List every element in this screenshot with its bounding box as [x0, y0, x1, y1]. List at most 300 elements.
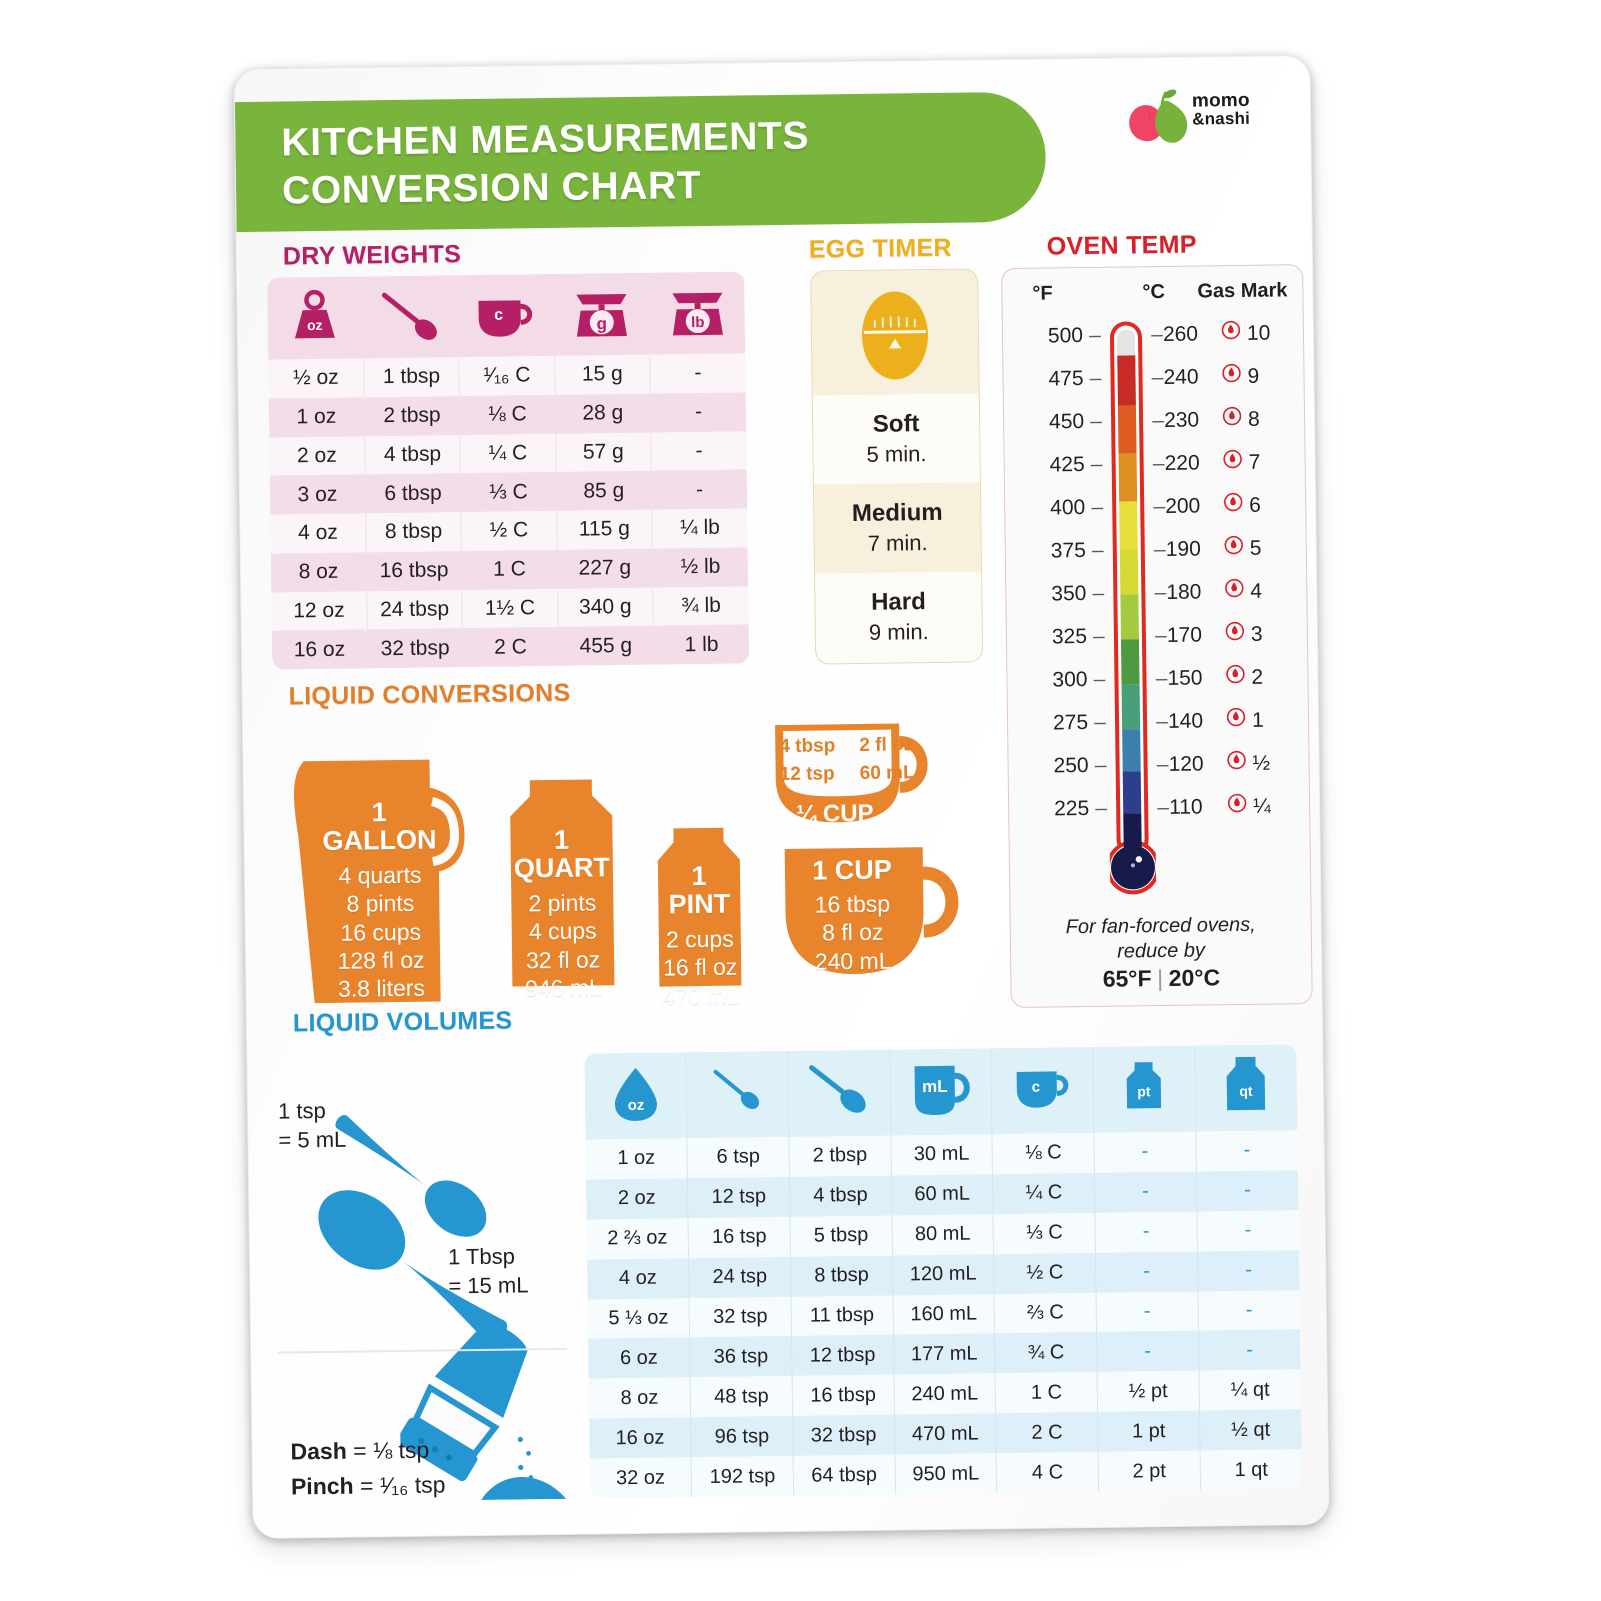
dry-weights-table: [267, 271, 749, 669]
cell: ½ qt: [1199, 1409, 1301, 1450]
cell: -: [1197, 1210, 1299, 1251]
temp-c: 230: [1163, 408, 1200, 432]
brand-name-line-1: momo: [1191, 89, 1250, 112]
cell: 16 tbsp: [366, 551, 462, 591]
oven-temp-headers: [1002, 279, 1302, 307]
pinch-row: [291, 1467, 446, 1504]
cell: -: [1196, 1170, 1298, 1211]
cell: 4 oz: [270, 513, 366, 553]
cell: -: [1198, 1290, 1300, 1331]
cell: 2 C: [996, 1412, 1098, 1453]
cell: 1 tbsp: [364, 357, 460, 397]
cell: ¾ lb: [653, 586, 749, 626]
egg-timer-icon: [851, 280, 938, 385]
tick: –: [1091, 495, 1104, 519]
tick: –: [1156, 752, 1169, 777]
gallon-caption: [314, 797, 447, 1003]
tablespoon-icon: [804, 1061, 875, 1120]
cell: 950 mL: [895, 1453, 997, 1494]
pint-value: 2 cups: [665, 925, 734, 953]
pint-values: [648, 925, 753, 1011]
one-cup-value: 240 mL: [814, 947, 892, 975]
dash-pinch-labels: [290, 1432, 445, 1503]
egg-label: Medium: [851, 498, 943, 528]
fan-forced-note: [1011, 912, 1312, 995]
gas-mark-row: [1224, 526, 1299, 570]
temp-c: 200: [1165, 494, 1201, 518]
tick: –: [1095, 796, 1108, 820]
cell: 8 tbsp: [366, 512, 462, 552]
one-cup-caption: [789, 855, 917, 976]
flame-icon: [1221, 320, 1241, 340]
temp-c: 110: [1169, 795, 1203, 819]
quarter-cup-label: ¼ CUP: [796, 799, 874, 828]
quart-carton-icon: [1218, 1052, 1275, 1119]
fan-reduce-f: 65°F: [1102, 965, 1152, 992]
egg-label: Soft: [872, 410, 920, 438]
cell: 85 g: [556, 471, 652, 511]
quarter-cup-value: 4 tbsp: [779, 735, 836, 758]
gas-mark: 6: [1249, 493, 1262, 517]
flame-icon: [1222, 449, 1242, 469]
cell: 16 oz: [589, 1417, 691, 1458]
cell: 12 oz: [271, 591, 367, 631]
cell: -: [1198, 1330, 1300, 1371]
quart-value: 2 pints: [528, 889, 597, 917]
temp-f: 275: [1052, 710, 1089, 735]
cell: 4 tbsp: [365, 435, 461, 475]
gallon-value: 128 fl oz: [337, 946, 425, 974]
tablespoon-icon: [374, 286, 447, 347]
temp-c: 260: [1162, 322, 1199, 346]
egg-time: 9 min.: [868, 619, 929, 645]
cell: 4 C: [996, 1452, 1098, 1493]
temp-c: 120: [1168, 752, 1204, 776]
egg-timer-row-soft: [813, 393, 980, 484]
cell: 16 oz: [272, 630, 368, 670]
gas-mark: 4: [1250, 579, 1263, 603]
temp-f: 500: [1047, 324, 1084, 348]
tablespoon-label-line-1: 1 Tbsp: [447, 1243, 516, 1270]
quarter-cup-value: 60 mL: [859, 761, 915, 784]
table-row: [269, 392, 746, 437]
gas-mark-row: [1224, 569, 1299, 613]
cell: ½ lb: [652, 547, 748, 587]
temp-c: 190: [1165, 537, 1201, 561]
cell: ¼ C: [993, 1173, 1095, 1214]
header-banner: [235, 91, 1047, 232]
cell: 48 tsp: [690, 1376, 792, 1417]
table-row: [272, 625, 749, 670]
one-cup-value: 16 tbsp: [814, 890, 891, 918]
temp-c: 150: [1167, 666, 1203, 690]
cell: 192 tsp: [691, 1456, 793, 1497]
cell: 36 tsp: [690, 1336, 792, 1377]
gas-mark-row: [1223, 483, 1298, 527]
temp-f: 300: [1052, 667, 1088, 692]
vol-header-oz: [584, 1052, 687, 1139]
tick: –: [1094, 753, 1107, 777]
flame-icon: [1222, 406, 1242, 426]
cell: 57 g: [555, 432, 651, 472]
tick: –: [1150, 322, 1163, 347]
cell: 30 mL: [891, 1134, 993, 1175]
oven-header-gas-mark: Gas Mark: [1197, 279, 1288, 303]
dry-weights-body: [268, 353, 749, 669]
temp-c: 220: [1164, 451, 1200, 475]
pint-caption: [647, 861, 753, 1010]
cell: 1 lb: [653, 625, 749, 665]
table-row: [268, 353, 745, 398]
dry-header-oz: [267, 276, 363, 359]
flame-icon: [1225, 664, 1245, 684]
temp-c: 240: [1163, 365, 1199, 389]
teaspoon-label-line-1: 1 tsp: [277, 1097, 326, 1124]
egg-timer-panel: [810, 268, 983, 664]
cell: ¼ C: [460, 433, 556, 473]
flame-icon: [1225, 621, 1245, 641]
tick: –: [1154, 580, 1167, 605]
temp-f: 400: [1050, 496, 1086, 520]
tick: –: [1088, 323, 1101, 347]
quart-values: [501, 888, 624, 1003]
cell: -: [651, 431, 747, 471]
gallon-value: 8 pints: [346, 890, 415, 918]
one-cup-value: 8 fl oz: [821, 919, 884, 946]
cell: ¼ qt: [1199, 1370, 1301, 1411]
tick: –: [1093, 667, 1106, 691]
egg-time: 5 min.: [866, 441, 927, 467]
gas-mark: 2: [1251, 665, 1264, 689]
temp-f: 475: [1048, 367, 1084, 391]
section-title-liquid-conversions: LIQUID CONVERSIONS: [288, 678, 571, 711]
cell: 96 tsp: [691, 1416, 793, 1457]
liquid-volumes-illustrations: [267, 1041, 573, 1505]
pint-value: 16 fl oz: [662, 954, 738, 982]
dry-header-grams: [553, 273, 649, 356]
table-row: [270, 470, 747, 515]
cell: -: [1096, 1251, 1198, 1292]
cell: 64 tbsp: [793, 1455, 895, 1496]
temp-f: 350: [1051, 581, 1087, 606]
oven-header-fahrenheit: °F: [1032, 282, 1053, 305]
conversion-chart-card: [233, 55, 1329, 1539]
cell: 8 tbsp: [790, 1255, 892, 1296]
svg-text:c: c: [1031, 1078, 1040, 1096]
cell: ¹⁄₁₆ C: [459, 356, 555, 396]
cell: 32 oz: [590, 1457, 692, 1498]
brand-name: [1192, 91, 1250, 128]
fan-note-line-2: reduce by: [1116, 939, 1206, 963]
gas-mark: 5: [1249, 536, 1262, 560]
cell: -: [1097, 1331, 1199, 1372]
table-row: [269, 431, 746, 476]
oven-temp-panel: [1001, 264, 1313, 1008]
quarter-cup-value: 2 fl oz: [859, 734, 914, 756]
cell: 8 oz: [589, 1377, 691, 1418]
oven-celsius-column: [1163, 312, 1222, 829]
tablespoon-label: [448, 1241, 529, 1300]
cell: ½ pt: [1097, 1371, 1199, 1412]
temp-f: 425: [1049, 453, 1085, 477]
cell: 2 C: [463, 627, 559, 667]
tick: –: [1094, 710, 1107, 734]
gas-mark-row: [1222, 397, 1297, 441]
cell: 1 C: [995, 1372, 1097, 1413]
water-drop-oz-icon: [608, 1062, 663, 1125]
cup-icon: [473, 286, 540, 345]
tick: –: [1157, 795, 1170, 820]
flame-icon: [1226, 707, 1246, 727]
gas-mark-row: [1225, 612, 1300, 656]
fan-note-line-1: For fan-forced ovens,: [1065, 913, 1256, 939]
table-row: [271, 586, 748, 631]
svg-text:oz: oz: [307, 316, 324, 334]
egg-time: 7 min.: [867, 530, 928, 556]
egg-timer-illustration: [811, 269, 979, 395]
cell: 1 C: [462, 550, 558, 590]
cell: 160 mL: [893, 1294, 995, 1335]
gas-mark: 10: [1246, 321, 1271, 345]
cell: 11 tbsp: [791, 1295, 893, 1336]
fan-note-values: [1011, 962, 1311, 995]
pint-number: 1: [691, 860, 707, 892]
tick: –: [1156, 709, 1169, 734]
table-row: [270, 508, 747, 553]
svg-text:c: c: [494, 306, 504, 324]
teaspoon-icon: [707, 1065, 768, 1118]
table-header-row: [267, 271, 745, 359]
section-title-egg-timer: EGG TIMER: [808, 233, 952, 264]
cell: 15 g: [554, 355, 650, 395]
cell: 4 oz: [587, 1258, 689, 1299]
cell: 2 tbsp: [364, 396, 460, 436]
page-title: [281, 113, 810, 215]
pint-name: PINT: [668, 888, 731, 920]
gas-mark: 9: [1247, 364, 1260, 388]
cell: 16 tsp: [688, 1217, 790, 1258]
cell: 1 pt: [1098, 1411, 1200, 1452]
gallon-values: [315, 861, 447, 1004]
cell: 240 mL: [894, 1373, 996, 1414]
svg-text:mL: mL: [921, 1076, 948, 1097]
cell: 5 tbsp: [790, 1215, 892, 1256]
gallon-name: GALLON: [322, 824, 437, 857]
cell: 12 tbsp: [791, 1335, 893, 1376]
gallon-value: 4 quarts: [338, 861, 422, 889]
gallon-number: 1: [371, 797, 387, 828]
quarter-cup-values-right: [859, 731, 915, 787]
pint-carton-icon: [1118, 1056, 1171, 1117]
vol-header-cup: [991, 1047, 1094, 1134]
scale-g-icon: [568, 284, 635, 345]
temp-c: 140: [1167, 709, 1204, 733]
brand-logo: [1126, 84, 1277, 148]
cell: 6 tsp: [687, 1137, 789, 1178]
tick: –: [1151, 365, 1164, 390]
section-title-oven-temp: OVEN TEMP: [1046, 230, 1197, 261]
gallon-value: 16 cups: [340, 918, 422, 946]
cell: 6 oz: [588, 1338, 690, 1379]
section-title-dry-weights: DRY WEIGHTS: [282, 240, 462, 271]
gas-mark-row: [1221, 311, 1296, 355]
section-title-liquid-volumes: LIQUID VOLUMES: [292, 1006, 513, 1038]
dry-header-tbsp: [363, 275, 459, 358]
liquid-volumes-table: [584, 1044, 1302, 1498]
cell: 227 g: [557, 548, 653, 588]
cell: -: [651, 470, 747, 510]
cell: 4 tbsp: [789, 1175, 891, 1216]
cell: -: [1094, 1132, 1196, 1173]
tick: –: [1089, 366, 1102, 390]
teaspoon-label: [278, 1096, 347, 1155]
cup-icon: [1010, 1059, 1075, 1116]
gas-mark-row: [1225, 655, 1300, 699]
dry-header-pounds: [649, 271, 746, 354]
cell: -: [650, 392, 746, 432]
tick: –: [1155, 666, 1168, 691]
gas-mark-row: [1226, 741, 1301, 785]
oven-fahrenheit-column: [1011, 314, 1090, 831]
cell: 340 g: [557, 587, 653, 627]
liquid-conversions-illustrations: [267, 708, 991, 1010]
cell: -: [1094, 1171, 1196, 1212]
cell: 470 mL: [894, 1413, 996, 1454]
vol-header-ml: [889, 1048, 992, 1135]
cell: 8 oz: [271, 552, 367, 592]
quart-value: 32 fl oz: [525, 946, 601, 974]
egg-timer-row-medium: [814, 482, 981, 573]
flame-icon: [1221, 363, 1241, 383]
quart-caption: [500, 825, 624, 1003]
title-line-2: CONVERSION CHART: [281, 163, 702, 213]
gas-mark: 7: [1248, 450, 1261, 474]
tick: –: [1090, 409, 1103, 433]
tablespoon-label-line-2: = 15 mL: [448, 1272, 529, 1299]
scale-lb-icon: [664, 283, 731, 344]
cell: -: [1197, 1250, 1299, 1291]
brand-name-line-2: &nashi: [1192, 109, 1251, 129]
cell: 12 tsp: [688, 1177, 790, 1218]
svg-text:oz: oz: [627, 1096, 645, 1115]
cell: 2 oz: [586, 1178, 688, 1219]
cell: 2 ⅔ oz: [587, 1218, 689, 1259]
cell: 120 mL: [892, 1254, 994, 1295]
tick: –: [1090, 452, 1103, 476]
cell: ½ oz: [268, 358, 364, 398]
cell: ¼ lb: [652, 508, 748, 548]
pint-value: 470 mL: [662, 982, 740, 1010]
quart-value: 946 mL: [524, 974, 603, 1002]
table-row: [271, 547, 748, 592]
tick: –: [1091, 538, 1104, 562]
temp-c: 170: [1166, 623, 1203, 647]
quart-number: 1: [553, 824, 570, 855]
tick: –: [1153, 537, 1166, 562]
vol-header-tsp: [686, 1051, 789, 1138]
fan-reduce-c: 20°C: [1168, 964, 1221, 991]
measuring-jug-icon: [906, 1057, 975, 1120]
title-line-1: KITCHEN MEASUREMENTS: [281, 114, 810, 165]
cell: -: [1196, 1130, 1298, 1171]
flame-icon: [1226, 750, 1246, 770]
cell: 1 oz: [269, 397, 365, 437]
gas-mark: 1: [1251, 708, 1264, 732]
cell: -: [650, 353, 746, 393]
dry-header-cup: [458, 274, 554, 357]
pinch-label: Pinch: [290, 1472, 354, 1499]
gas-mark-row: [1221, 354, 1296, 398]
dash-row: [290, 1432, 445, 1469]
dash-label: Dash: [290, 1437, 347, 1465]
one-cup-label: 1 CUP: [812, 854, 892, 886]
gallon-value: 3.8 liters: [337, 974, 426, 1003]
svg-text:g: g: [596, 314, 607, 334]
fan-separator: |: [1156, 965, 1164, 992]
tick: –: [1152, 408, 1165, 433]
cell: 32 tbsp: [367, 628, 463, 668]
oven-header-celsius: °C: [1142, 280, 1166, 304]
gas-mark-row: [1227, 784, 1302, 828]
temp-f: 450: [1048, 410, 1085, 434]
cell: 1 qt: [1200, 1449, 1302, 1490]
tick: –: [1154, 623, 1167, 648]
gas-mark: ½: [1252, 751, 1271, 775]
flame-icon: [1223, 492, 1243, 512]
gas-mark-row: [1226, 698, 1301, 742]
oven-gas-mark-column: [1221, 311, 1302, 828]
cell: 1½ C: [462, 588, 558, 628]
table-header-row: [584, 1044, 1297, 1139]
peach-pear-icon: [1126, 86, 1189, 147]
svg-text:lb: lb: [690, 313, 705, 332]
quart-name: QUART: [513, 852, 611, 884]
cell: 6 tbsp: [365, 473, 461, 513]
weight-oz-icon: [286, 288, 345, 349]
flame-icon: [1227, 793, 1247, 813]
cell: 32 tsp: [689, 1296, 791, 1337]
cell: ⅛ C: [992, 1133, 1094, 1174]
cell: 28 g: [555, 393, 651, 433]
flame-icon: [1224, 578, 1244, 598]
cell: -: [1095, 1211, 1197, 1252]
vol-header-quart: [1195, 1044, 1298, 1131]
liquid-volumes-body: [585, 1130, 1302, 1498]
cell: 80 mL: [892, 1214, 994, 1255]
temp-c: 180: [1166, 580, 1202, 604]
tick: –: [1153, 494, 1166, 519]
cell: 32 tbsp: [793, 1415, 895, 1456]
tick: –: [1152, 451, 1165, 476]
pinch-value: = ¹⁄₁₆ tsp: [359, 1470, 446, 1499]
dash-value: = ⅛ tsp: [352, 1436, 430, 1464]
one-cup-values: [789, 889, 916, 975]
tick: –: [1092, 624, 1105, 648]
quarter-cup-value: 12 tsp: [779, 762, 835, 785]
cell: ½ C: [461, 511, 557, 551]
cell: ⅓ C: [461, 472, 557, 512]
svg-text:qt: qt: [1239, 1082, 1253, 1100]
cell: 16 tbsp: [792, 1375, 894, 1416]
cell: 1 oz: [585, 1138, 687, 1179]
gas-mark: ¼: [1253, 794, 1271, 818]
egg-label: Hard: [870, 588, 926, 616]
temp-f: 225: [1053, 796, 1090, 821]
egg-timer-row-hard: [815, 571, 982, 662]
cell: ⅓ C: [993, 1213, 1095, 1254]
vol-header-tbsp: [788, 1050, 891, 1137]
cell: 60 mL: [891, 1174, 993, 1215]
